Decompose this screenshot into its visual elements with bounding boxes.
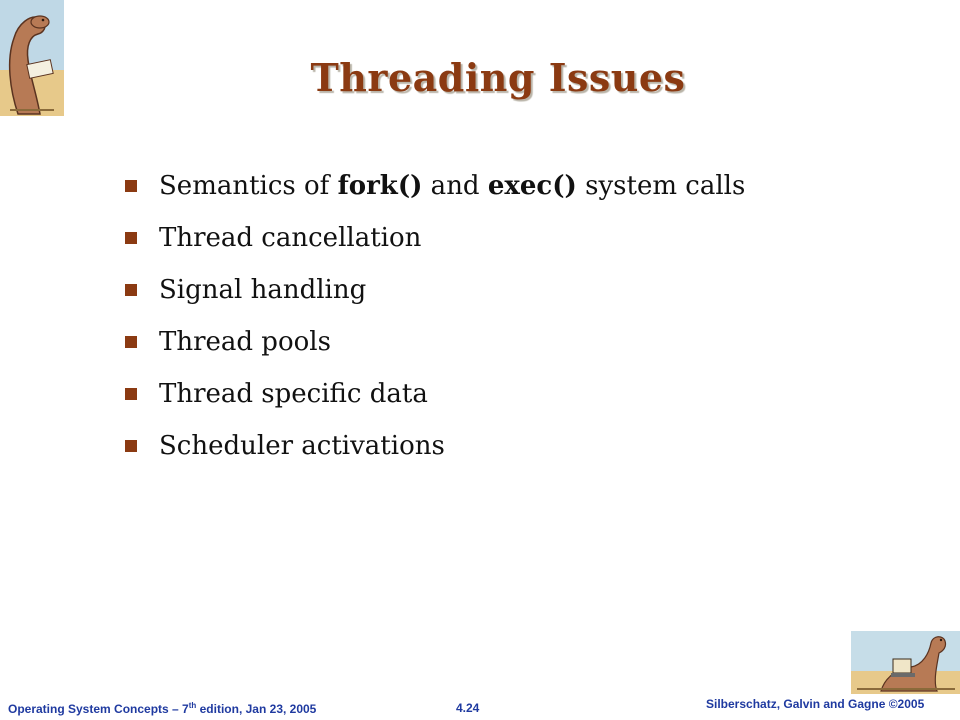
bullet-text: Semantics of fork() and exec() system calls [159, 171, 746, 201]
footer-page-number: 4.24 [456, 701, 480, 715]
footer-copyright: Silberschatz, Galvin and Gagne ©2005 [706, 697, 925, 711]
bullet-text: Thread cancellation [159, 223, 422, 253]
bullet-item [125, 160, 745, 212]
slide-title: Threading Issues [310, 55, 686, 101]
square-bullet-icon [125, 336, 137, 348]
bullet-item [125, 420, 745, 472]
bullet-item [125, 368, 745, 420]
footer-course-info: Operating System Concepts – 7th edition, Jan 23, 2005 [8, 701, 317, 716]
bullet-list [125, 160, 745, 472]
square-bullet-icon [125, 180, 137, 192]
bullet-text: Thread specific data [159, 379, 428, 409]
bullet-keyword: fork() [337, 171, 423, 201]
bullet-item [125, 316, 745, 368]
bullet-item [125, 212, 745, 264]
square-bullet-icon [125, 232, 137, 244]
bullet-text: Thread pools [159, 327, 331, 357]
bullet-text: Scheduler activations [159, 431, 445, 461]
square-bullet-icon [125, 388, 137, 400]
bullet-text: Signal handling [159, 275, 367, 305]
dinosaur-laptop-icon [851, 631, 960, 694]
square-bullet-icon [125, 440, 137, 452]
square-bullet-icon [125, 284, 137, 296]
bullet-item [125, 264, 745, 316]
bullet-keyword: exec() [487, 171, 577, 201]
